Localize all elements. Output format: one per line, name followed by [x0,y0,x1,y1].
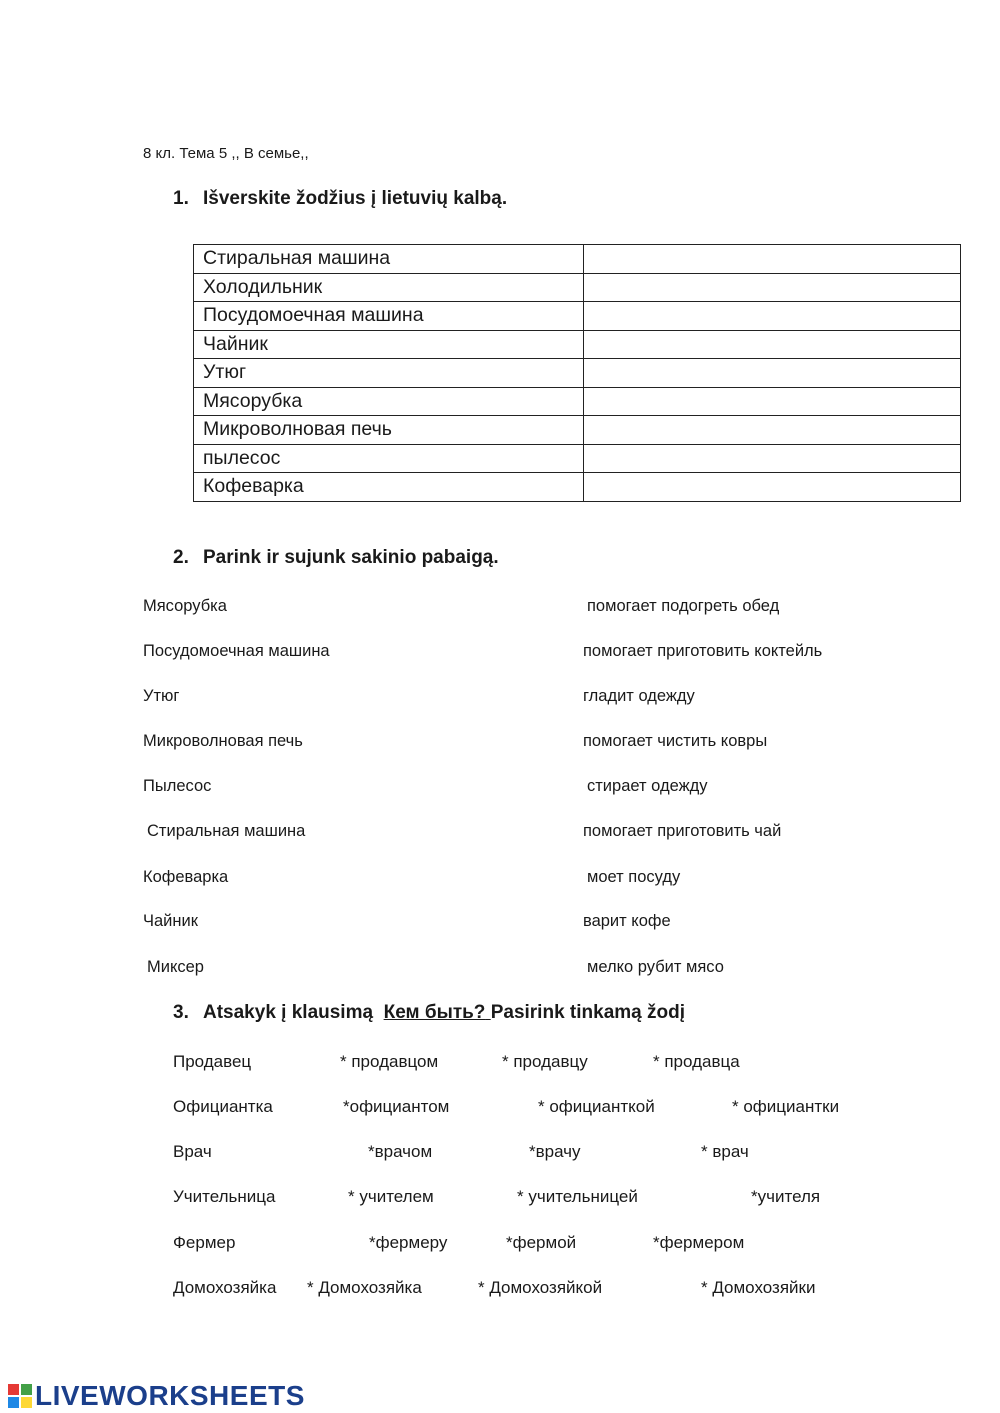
translation-table [193,244,961,502]
task3-option[interactable]: *фермером [653,1233,745,1252]
task2-title: Parink ir sujunk sakinio pabaigą. [203,547,499,568]
task3-word: Домохозяйка [173,1278,277,1297]
task3-word: Продавец [173,1052,252,1071]
task1-title: Išverskite žodžius į lietuvių kalbą. [203,188,508,209]
task3-title-c: Pasirink tinkamą žodį [490,1002,685,1023]
answer-cell[interactable] [584,444,961,473]
task3-option[interactable]: * продавцу [502,1052,588,1071]
match-right-item[interactable]: варит кофе [583,912,671,930]
word-cell: Посудомоечная машина [194,302,584,331]
match-left-item[interactable]: Посудомоечная машина [143,642,330,660]
task3-option[interactable]: * Домохозяйкой [478,1278,603,1297]
task3-question: Кем быть? [383,1002,486,1023]
task3-option[interactable]: * продавца [653,1052,740,1071]
table-row [194,330,961,359]
match-right-item[interactable]: гладит одежду [583,687,695,705]
task2-number: 2. [173,547,189,568]
match-left-item[interactable]: Чайник [143,912,198,930]
match-left-item[interactable]: Пылесос [143,777,212,795]
task1-heading [173,188,507,210]
task2-heading [173,547,499,569]
match-left-item[interactable]: Мясорубка [143,597,227,615]
word-cell: Холодильник [194,273,584,302]
answer-cell[interactable] [584,273,961,302]
liveworksheets-logo [8,1380,305,1412]
task3-option[interactable]: * Домохозяйка [307,1278,422,1297]
table-row [194,359,961,388]
task1-number: 1. [173,188,189,209]
match-right-item[interactable]: стирает одежду [587,777,708,795]
answer-cell[interactable] [584,359,961,388]
task3-option[interactable]: *врачом [368,1142,433,1161]
table-row [194,273,961,302]
table-row [194,245,961,274]
task3-word: Учительница [173,1187,276,1206]
word-cell: Микроволновая печь [194,416,584,445]
task3-option[interactable]: * продавцом [340,1052,439,1071]
match-left-item[interactable]: Утюг [143,687,180,705]
match-right-item[interactable]: моет посуду [587,868,681,886]
task3-option[interactable]: *врачу [529,1142,581,1161]
task3-option[interactable]: *учителя [751,1187,821,1206]
logo-text: LIVEWORKSHEETS [35,1380,305,1411]
match-right-item[interactable]: мелко рубит мясо [587,958,724,976]
task3-word: Фермер [173,1233,236,1252]
table-row [194,416,961,445]
match-left-item[interactable]: Кофеварка [143,868,229,886]
table-row [194,302,961,331]
match-right-item[interactable]: помогает приготовить чай [583,822,782,840]
task3-option[interactable]: * официанткой [538,1097,655,1116]
answer-cell[interactable] [584,245,961,274]
task3-heading [173,1002,685,1024]
word-cell: Стиральная машина [194,245,584,274]
word-cell: Чайник [194,330,584,359]
match-left-item[interactable]: Стиральная машина [147,822,306,840]
answer-cell[interactable] [584,416,961,445]
task3-option[interactable]: * учительницей [517,1187,638,1206]
match-right-item[interactable]: помогает подогреть обед [587,597,780,615]
answer-cell[interactable] [584,330,961,359]
table-row [194,444,961,473]
task3-option[interactable]: * Домохозяйки [701,1278,816,1297]
match-right-item[interactable]: помогает чистить ковры [583,732,768,750]
task3-word: Врач [173,1142,212,1161]
task3-option[interactable]: * врач [701,1142,749,1161]
task3-option[interactable]: *фермой [506,1233,577,1252]
task3-title-a: Atsakyk į klausimą [203,1002,374,1023]
task3-word: Официантка [173,1097,273,1116]
table-row [194,387,961,416]
match-right-item[interactable]: помогает приготовить коктейль [583,642,823,660]
answer-cell[interactable] [584,473,961,502]
task3-number: 3. [173,1002,189,1023]
match-left-item[interactable]: Микроволновая печь [143,732,303,750]
match-left-item[interactable]: Миксер [147,958,204,976]
word-cell: пылесос [194,444,584,473]
task3-option[interactable]: * учителем [348,1187,434,1206]
answer-cell[interactable] [584,302,961,331]
task3-option[interactable]: *фермеру [369,1233,448,1252]
table-row [194,473,961,502]
task3-option[interactable]: * официантки [732,1097,840,1116]
answer-cell[interactable] [584,387,961,416]
worksheet-header: 8 кл. Тема 5 ,, В семье,, [143,145,309,162]
word-cell: Кофеварка [194,473,584,502]
word-cell: Мясорубка [194,387,584,416]
task3-option[interactable]: *официантом [343,1097,450,1116]
word-cell: Утюг [194,359,584,388]
logo-blocks-icon [8,1384,32,1408]
